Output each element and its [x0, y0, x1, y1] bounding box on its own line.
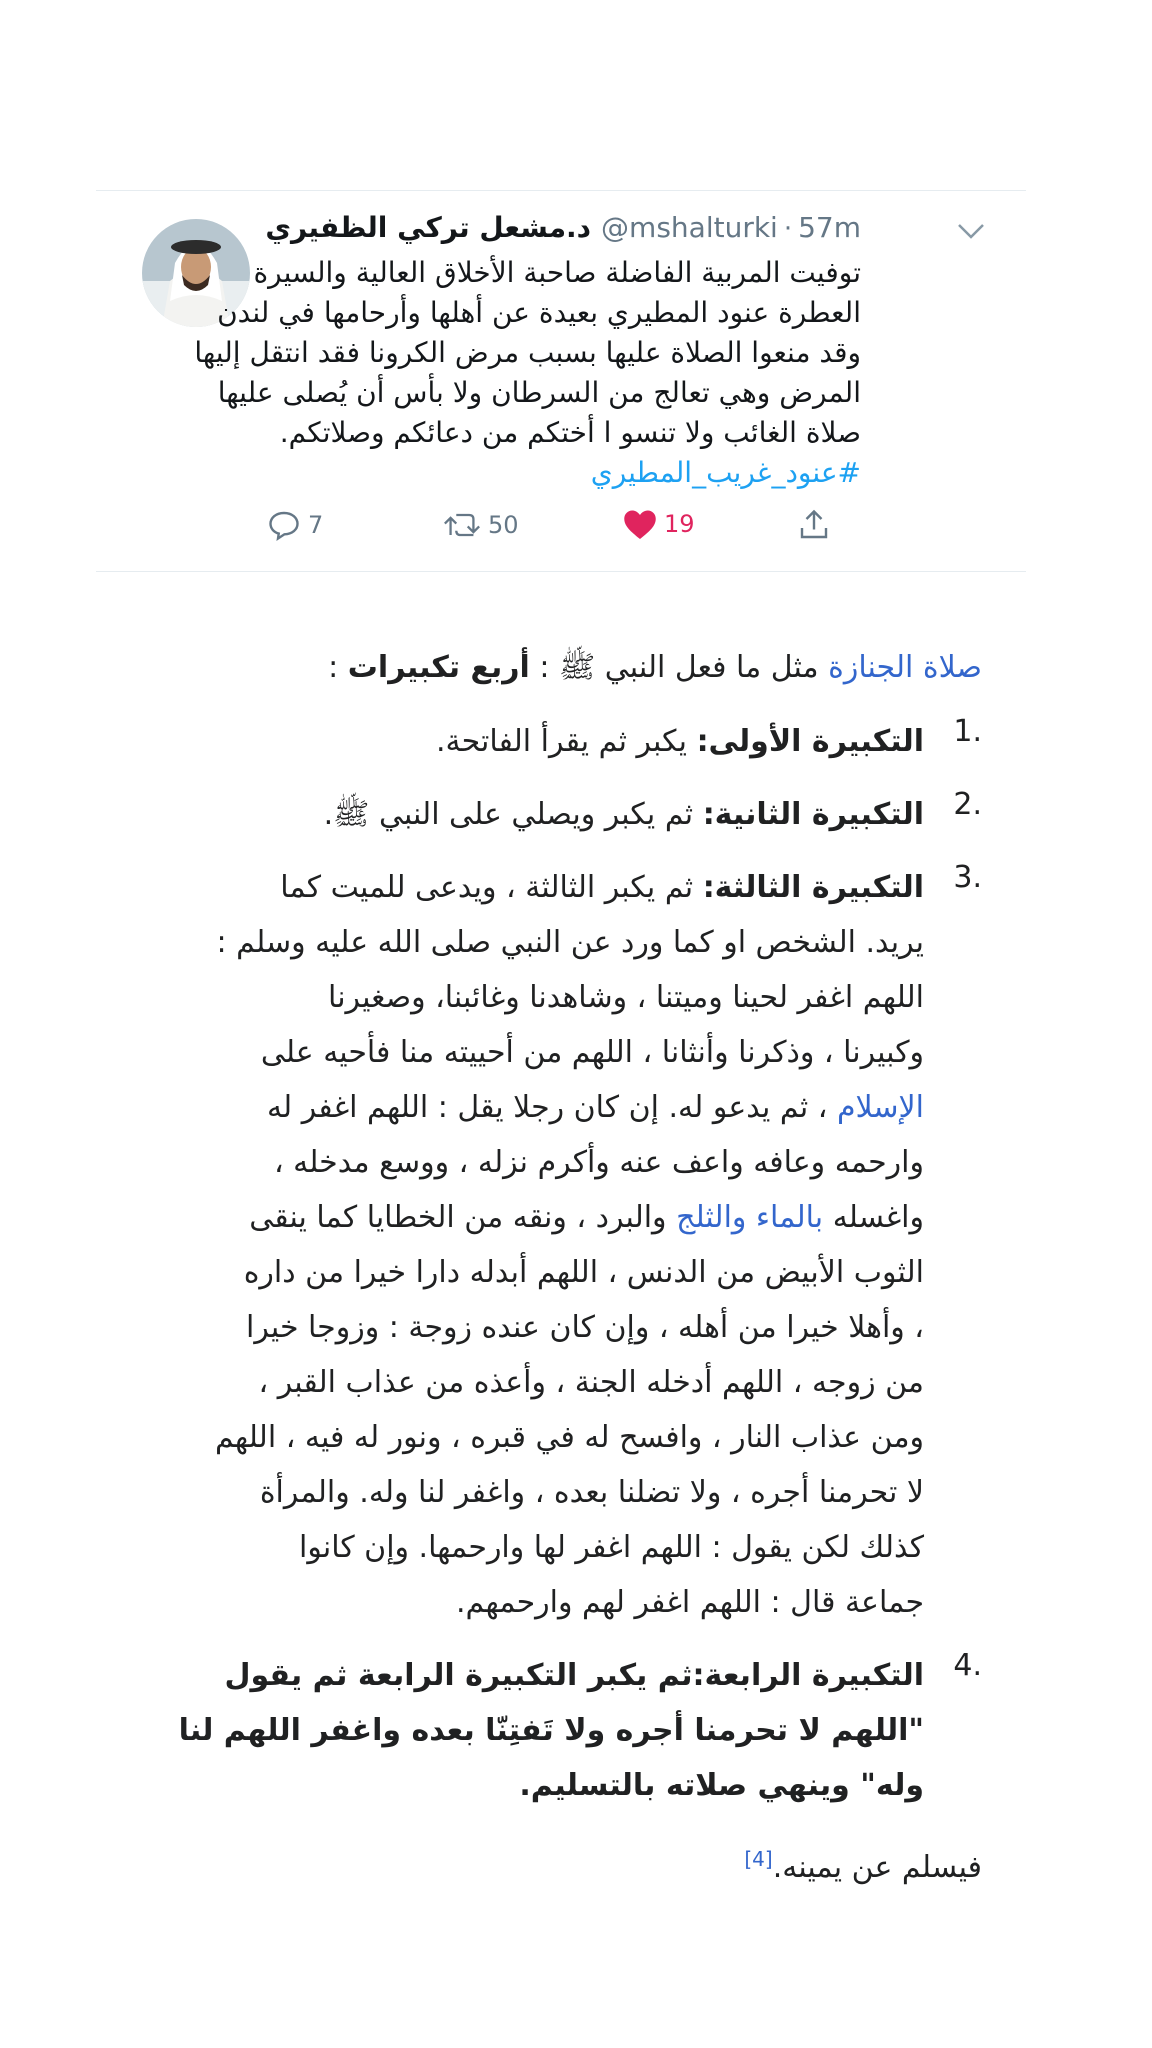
- share-icon: [796, 507, 832, 543]
- tweet-header: [265, 211, 861, 251]
- item-number: 1.: [953, 714, 982, 749]
- tweet-time[interactable]: 57m: [798, 211, 861, 244]
- tweet-line: المرض وهي تعالج من السرطان ولا بأس أن يُصلى عليها: [217, 376, 861, 409]
- item-text: ثم يكبر الثالثة ، ويدعى للميت كما: [280, 870, 694, 905]
- item-title: التكبيرة الثانية:: [702, 797, 924, 832]
- like-count: 19: [664, 510, 695, 538]
- item-line: من زوجه ، اللهم أدخله الجنة ، وأعذه من عذاب القبر ،: [258, 1365, 924, 1400]
- item-line: وارحمه وعافه واعف عنه وأكرم نزله ، ووسع مدخله ،: [273, 1145, 924, 1180]
- item-line: [162, 1080, 924, 1135]
- user-handle[interactable]: @mshalturki: [601, 211, 778, 244]
- item-line: ومن عذاب النار ، وافسح له في قبره ، ونور له فيه ، اللهم: [214, 1420, 924, 1455]
- takbir-list: [162, 714, 982, 1813]
- tweet-line: توفيت المربية الفاضلة صاحبة الأخلاق العالية والسيرة: [253, 256, 861, 289]
- item-line: اللهم اغفر لحينا وميتنا ، وشاهدنا وغائبنا، وصغيرنا: [328, 980, 924, 1015]
- item-text: يكبر ثم يقرأ الفاتحة.: [436, 724, 688, 759]
- funeral-prayer-link[interactable]: صلاة الجنازة: [828, 650, 982, 685]
- item-line: [162, 1190, 924, 1245]
- item-number: 4.: [953, 1648, 982, 1683]
- display-name[interactable]: د.مشعل تركي الظفيري: [265, 211, 592, 244]
- item-line: يريد. الشخص او كما ورد عن النبي صلى الله عليه وسلم :: [216, 925, 924, 960]
- item-text: والبرد ، ونقه من الخطايا كما ينقى: [249, 1200, 667, 1235]
- share-button[interactable]: [796, 507, 832, 543]
- separator-dot: ·: [783, 214, 793, 244]
- islam-link[interactable]: الإسلام: [836, 1090, 924, 1125]
- reply-button[interactable]: [266, 507, 323, 543]
- list-item: [162, 1648, 982, 1813]
- intro-bold: أربع تكبيرات: [347, 650, 530, 685]
- list-item: [162, 787, 982, 842]
- tweet-line: العطرة عنود المطيري بعيدة عن أهلها وأرحامها في لندن: [217, 296, 861, 329]
- tweet-actions: [266, 507, 866, 547]
- article-section: [162, 640, 982, 1896]
- retweet-count: 50: [488, 511, 519, 539]
- item-line: الثوب الأبيض من الدنس ، اللهم أبدله دارا خيرا من داره: [243, 1255, 924, 1290]
- item-line: كذلك لكن يقول : اللهم اغفر لها وارحمها. وإن كانوا: [299, 1530, 924, 1565]
- item-line: التكبيرة الرابعة:ثم يكبر التكبيرة الرابعة ثم يقول: [224, 1658, 924, 1693]
- hashtag-link[interactable]: #عنود_غريب_المطيري: [590, 456, 861, 489]
- item-title: التكبيرة الثالثة:: [702, 870, 924, 905]
- item-text: واغسله: [832, 1200, 924, 1235]
- tweet-text: [194, 253, 861, 493]
- reference-link[interactable]: [4]: [744, 1847, 773, 1871]
- item-title: التكبيرة الأولى:: [696, 724, 924, 759]
- list-item: [162, 860, 982, 1630]
- item-line: وكبيرنا ، وذكرنا وأنثانا ، اللهم من أحييته منا فأحيه على: [260, 1035, 924, 1070]
- outro-text: فيسلم عن يمينه.: [772, 1850, 982, 1885]
- reply-count: 7: [308, 511, 324, 539]
- item-line: [162, 714, 924, 769]
- item-line: "اللهم لا تحرمنا أجره ولا تَفتِنّا بعده واغفر اللهم لنا: [178, 1713, 924, 1748]
- item-line: وله" وينهي صلاته بالتسليم.: [519, 1768, 924, 1803]
- outro-paragraph: [162, 1831, 982, 1896]
- item-number: 2.: [953, 787, 982, 822]
- tweet-line: صلاة الغائب ولا تنسو ا أختكم من دعائكم وصلاتكم.: [279, 416, 861, 449]
- retweet-button[interactable]: [442, 507, 519, 543]
- item-line: لا تحرمنا أجره ، ولا تضلنا بعده ، واغفر لنا وله. والمرأة: [259, 1475, 924, 1510]
- retweet-icon: [442, 507, 482, 543]
- like-button[interactable]: [622, 507, 695, 541]
- tweet-line: وقد منعوا الصلاة عليها بسبب مرض الكرونا فقد انتقل إليها: [194, 336, 861, 369]
- list-item: [162, 714, 982, 769]
- item-line: [162, 787, 924, 842]
- item-line: جماعة قال : اللهم اغفر لهم وارحمهم.: [455, 1585, 924, 1620]
- chevron-down-icon[interactable]: [956, 221, 986, 245]
- item-number: 3.: [953, 860, 982, 895]
- item-line: ، وأهلا خيرا من أهله ، وإن كان عنده زوجة : وزوجا خيرا: [246, 1310, 924, 1345]
- tweet-card[interactable]: [96, 190, 1026, 572]
- heart-icon: [622, 507, 658, 541]
- item-text: ثم يكبر ويصلي على النبي ﷺ.: [323, 797, 694, 832]
- intro-colon: :: [328, 650, 339, 685]
- item-line: [162, 860, 924, 915]
- intro-paragraph: [162, 640, 982, 696]
- item-text: ، ثم يدعو له. إن كان رجلا يقل : اللهم اغفر له: [266, 1090, 828, 1125]
- water-snow-link[interactable]: بالماء والثلج: [676, 1200, 824, 1235]
- reply-icon: [266, 507, 302, 543]
- intro-text: مثل ما فعل النبي ﷺ :: [539, 650, 819, 685]
